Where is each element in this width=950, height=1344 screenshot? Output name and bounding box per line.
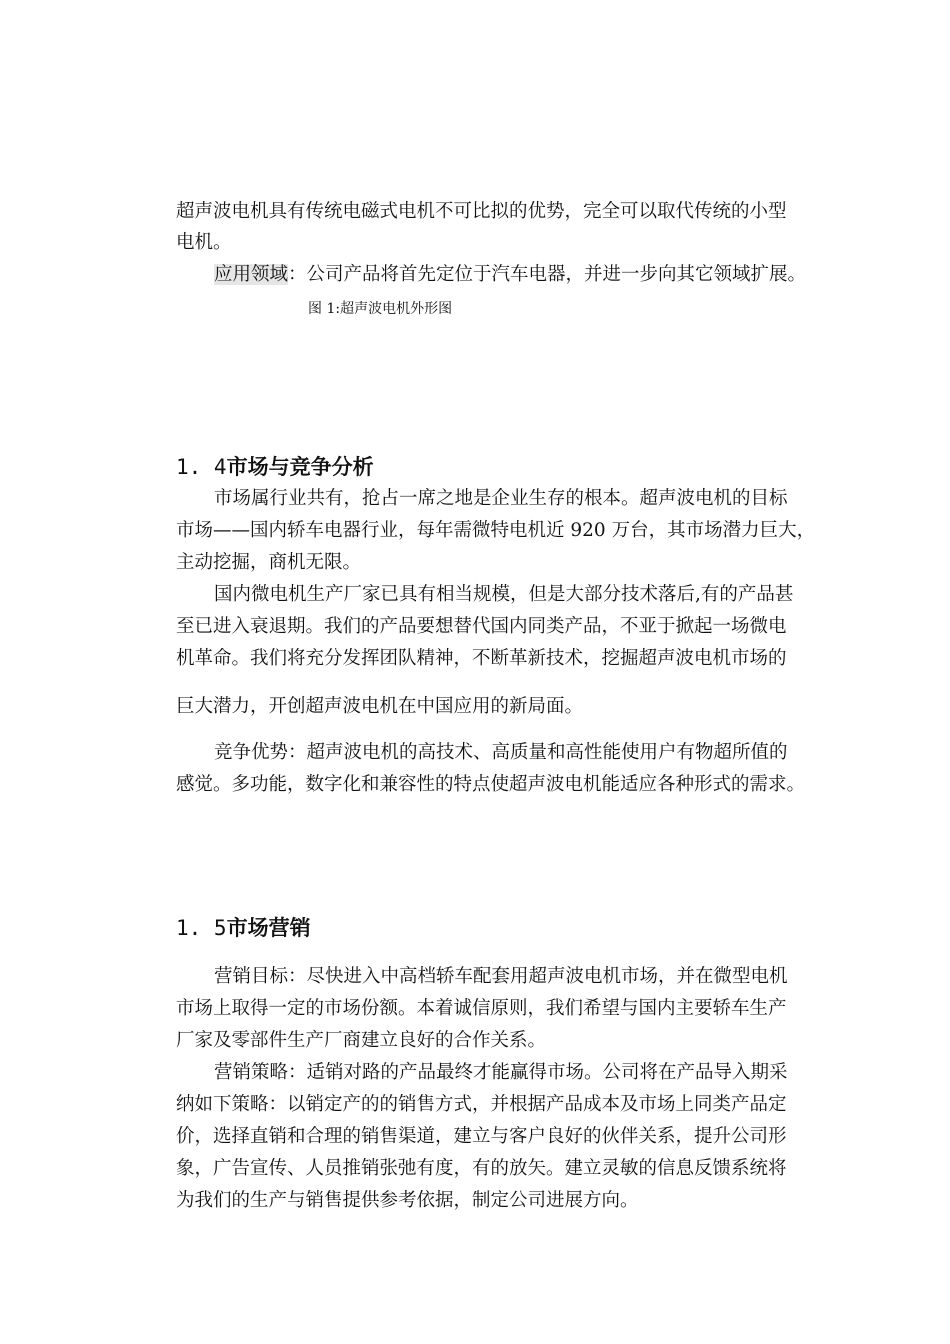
paragraph-line: 纳如下策略：以销定产的的销售方式，并根据产品成本及市场上同类产品定 xyxy=(176,1094,787,1115)
application-paragraph xyxy=(214,262,806,288)
section-heading-1-4 xyxy=(176,453,374,481)
paragraph-line: 市场——国内轿车电器行业，每年需微特电机近 920 万台，其市场潜力巨大， xyxy=(176,520,816,541)
section-number: 1. 4 xyxy=(176,455,227,479)
paragraph-line: 感觉。多功能，数字化和兼容性的特点使超声波电机能适应各种形式的需求。 xyxy=(176,774,806,795)
paragraph-line: 为我们的生产与销售提供参考依据，制定公司进展方向。 xyxy=(176,1190,639,1211)
application-label: 应用领域 xyxy=(214,264,289,285)
paragraph-line: 巨大潜力，开创超声波电机在中国应用的新局面。 xyxy=(176,696,584,717)
section-heading-1-5 xyxy=(176,914,311,942)
paragraph-line: 营销策略：适销对路的产品最终才能赢得市场。公司将在产品导入期采 xyxy=(214,1062,788,1083)
section-title: 市场与竞争分析 xyxy=(226,455,374,479)
paragraph-line: 机革命。我们将充分发挥团队精神，不断革新技术，挖掘超声波电机市场的 xyxy=(176,648,787,669)
paragraph-line: 至已进入衰退期。我们的产品要想替代国内同类产品，不亚于掀起一场微电 xyxy=(176,616,787,637)
section-title: 市场营销 xyxy=(226,916,311,940)
paragraph-line: 价，选择直销和合理的销售渠道，建立与客户良好的伙伴关系，提升公司形 xyxy=(176,1126,787,1147)
figure-caption: 图 1:超声波电机外形图 xyxy=(308,301,453,317)
intro-line-1: 超声波电机具有传统电磁式电机不可比拟的优势，完全可以取代传统的小型 xyxy=(176,201,787,222)
paragraph-line: 主动挖掘，商机无限。 xyxy=(176,552,362,573)
paragraph-line: 国内微电机生产厂家已具有相当规模，但是大部分技术落后,有的产品甚 xyxy=(214,584,794,605)
section-number: 1. 5 xyxy=(176,916,227,940)
paragraph-line: 象，广告宣传、人员推销张弛有度，有的放矢。建立灵敏的信息反馈系统将 xyxy=(176,1158,787,1179)
application-text: ：公司产品将首先定位于汽车电器，并进一步向其它领域扩展。 xyxy=(288,264,807,285)
paragraph-line: 市场属行业共有，抢占一席之地是企业生存的根本。超声波电机的目标 xyxy=(214,488,788,509)
intro-line-2: 电机。 xyxy=(176,232,232,253)
paragraph-line: 竞争优势：超声波电机的高技术、高质量和高性能使用户有物超所值的 xyxy=(214,742,788,763)
paragraph-line: 厂家及零部件生产厂商建立良好的合作关系。 xyxy=(176,1030,547,1051)
paragraph-line: 营销目标：尽快进入中高档轿车配套用超声波电机市场，并在微型电机 xyxy=(214,966,788,987)
paragraph-line: 市场上取得一定的市场份额。本着诚信原则，我们希望与国内主要轿车生产 xyxy=(176,998,787,1019)
